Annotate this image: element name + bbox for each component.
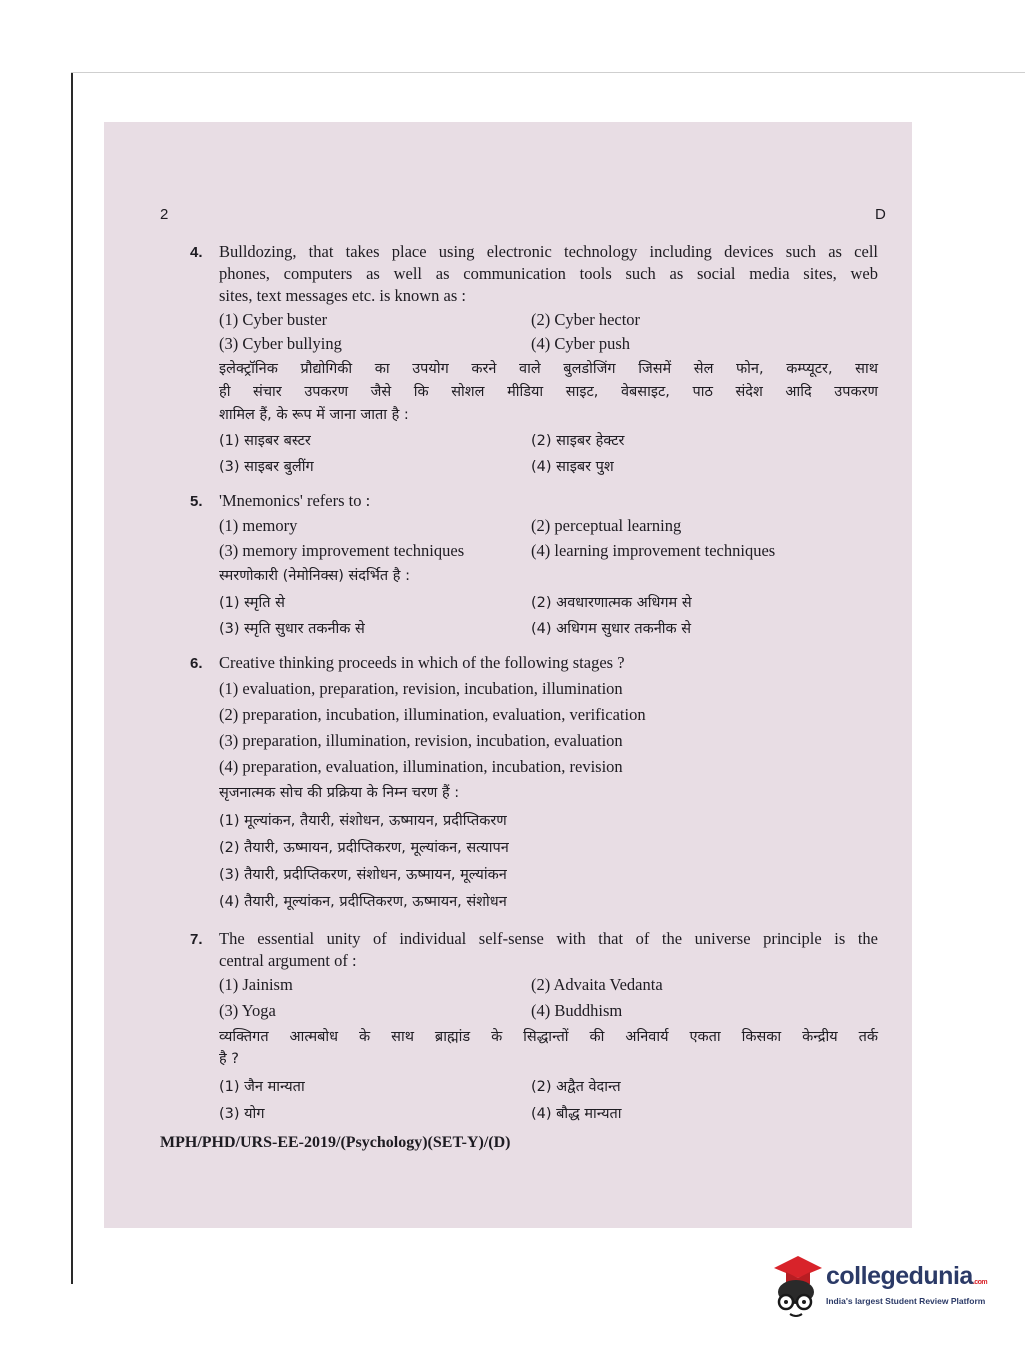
option-en: (2) preparation, incubation, illumination, evaluation, verification [219, 705, 646, 724]
scan-frame-left-edge [71, 72, 73, 1284]
paper-footer-code: MPH/PHD/URS-EE-2019/(Psychology)(SET-Y)/(D) [160, 1134, 511, 1151]
question-text-en: phones, computers as well as communication tools such as social media sites, web [219, 264, 878, 283]
option-hi: (4) बौद्ध मान्यता [531, 1106, 622, 1122]
option-en: (3) preparation, illumination, revision, incubation, evaluation [219, 731, 623, 750]
option-en: (2) Advaita Vedanta [531, 975, 663, 994]
option-hi: (3) योग [219, 1106, 265, 1122]
question-number: 5. [190, 493, 203, 510]
question-text-hi: ही संचार उपकरण जैसे कि सोशल मीडिया साइट, वेबसाइट, पाठ संदेश आदि उपकरण [219, 384, 878, 400]
option-hi: (1) जैन मान्यता [219, 1079, 305, 1095]
question-text-hi: इलेक्ट्रॉनिक प्रौद्योगिकी का उपयोग करने वाले बुलडोजिंग जिसमें सेल फोन, कम्प्यूटर, साथ [219, 361, 878, 377]
option-en: (4) Buddhism [531, 1001, 623, 1020]
question-text-en: central argument of : [219, 951, 357, 970]
question-text-hi: शामिल हैं, के रूप में जाना जाता है : [219, 407, 409, 423]
question-text-hi: स्मरणोकारी (नेमोनिक्स) संदर्भित है : [219, 568, 411, 584]
question-text-en: 'Mnemonics' refers to : [219, 491, 371, 510]
question-number: 6. [190, 655, 203, 672]
option-hi: (1) स्मृति से [219, 595, 285, 611]
option-hi: (3) तैयारी, प्रदीप्तिकरण, संशोधन, ऊष्मायन, मूल्यांकन [219, 867, 507, 883]
option-hi: (3) स्मृति सुधार तकनीक से [219, 621, 365, 637]
option-hi: (2) साइबर हेक्टर [531, 433, 625, 449]
scan-frame-top-edge [71, 72, 1025, 73]
option-hi: (1) मूल्यांकन, तैयारी, संशोधन, ऊष्मायन, प्रदीप्तिकरण [219, 813, 507, 829]
question-text-en: Creative thinking proceeds in which of the following stages ? [219, 653, 625, 672]
option-hi: (2) अद्वैत वेदान्त [531, 1079, 621, 1095]
question-number: 7. [190, 931, 203, 948]
option-en: (4) preparation, evaluation, illumination, incubation, revision [219, 757, 623, 776]
option-hi: (2) अवधारणात्मक अधिगम से [531, 595, 692, 611]
option-en: (1) evaluation, preparation, revision, incubation, illumination [219, 679, 623, 698]
option-hi: (4) तैयारी, मूल्यांकन, प्रदीप्तिकरण, ऊष्मायन, संशोधन [219, 894, 507, 910]
collegedunia-logo-text: collegedunia.com [826, 1262, 988, 1290]
question-text-hi: है ? [219, 1051, 240, 1067]
question-number: 4. [190, 244, 203, 261]
option-hi: (2) तैयारी, ऊष्मायन, प्रदीप्तिकरण, मूल्यांकन, सत्यापन [219, 840, 509, 856]
collegedunia-tagline: India's largest Student Review Platform [826, 1296, 986, 1306]
option-hi: (1) साइबर बस्टर [219, 433, 311, 449]
option-en: (4) learning improvement techniques [531, 541, 776, 560]
option-hi: (3) साइबर बुलींग [219, 459, 314, 475]
question-text-hi: व्यक्तिगत आत्मबोध के साथ ब्राह्मांड के सिद्धान्तों की अनिवार्य एकता किसका केन्द्रीय तर्क [219, 1029, 878, 1045]
option-hi: (4) अधिगम सुधार तकनीक से [531, 621, 692, 637]
option-en: (1) Cyber buster [219, 310, 328, 329]
option-en: (2) Cyber hector [531, 310, 641, 329]
collegedunia-mascot-icon [768, 1250, 824, 1322]
option-en: (3) Yoga [219, 1001, 276, 1020]
option-hi: (4) साइबर पुश [531, 459, 614, 475]
option-en: (3) memory improvement techniques [219, 541, 465, 560]
paper-set-code: D [875, 206, 886, 223]
page-number: 2 [160, 206, 169, 223]
question-text-en: Bulldozing, that takes place using electronic technology including devices such as cell [219, 242, 878, 261]
option-en: (1) memory [219, 516, 298, 535]
question-text-en: The essential unity of individual self-sense with that of the universe principle is the [219, 929, 878, 948]
option-en: (3) Cyber bullying [219, 334, 342, 353]
question-text-hi: सृजनात्मक सोच की प्रक्रिया के निम्न चरण हैं : [219, 785, 460, 801]
option-en: (4) Cyber push [531, 334, 630, 353]
option-en: (1) Jainism [219, 975, 293, 994]
question-text-en: sites, text messages etc. is known as : [219, 286, 467, 305]
option-en: (2) perceptual learning [531, 516, 682, 535]
